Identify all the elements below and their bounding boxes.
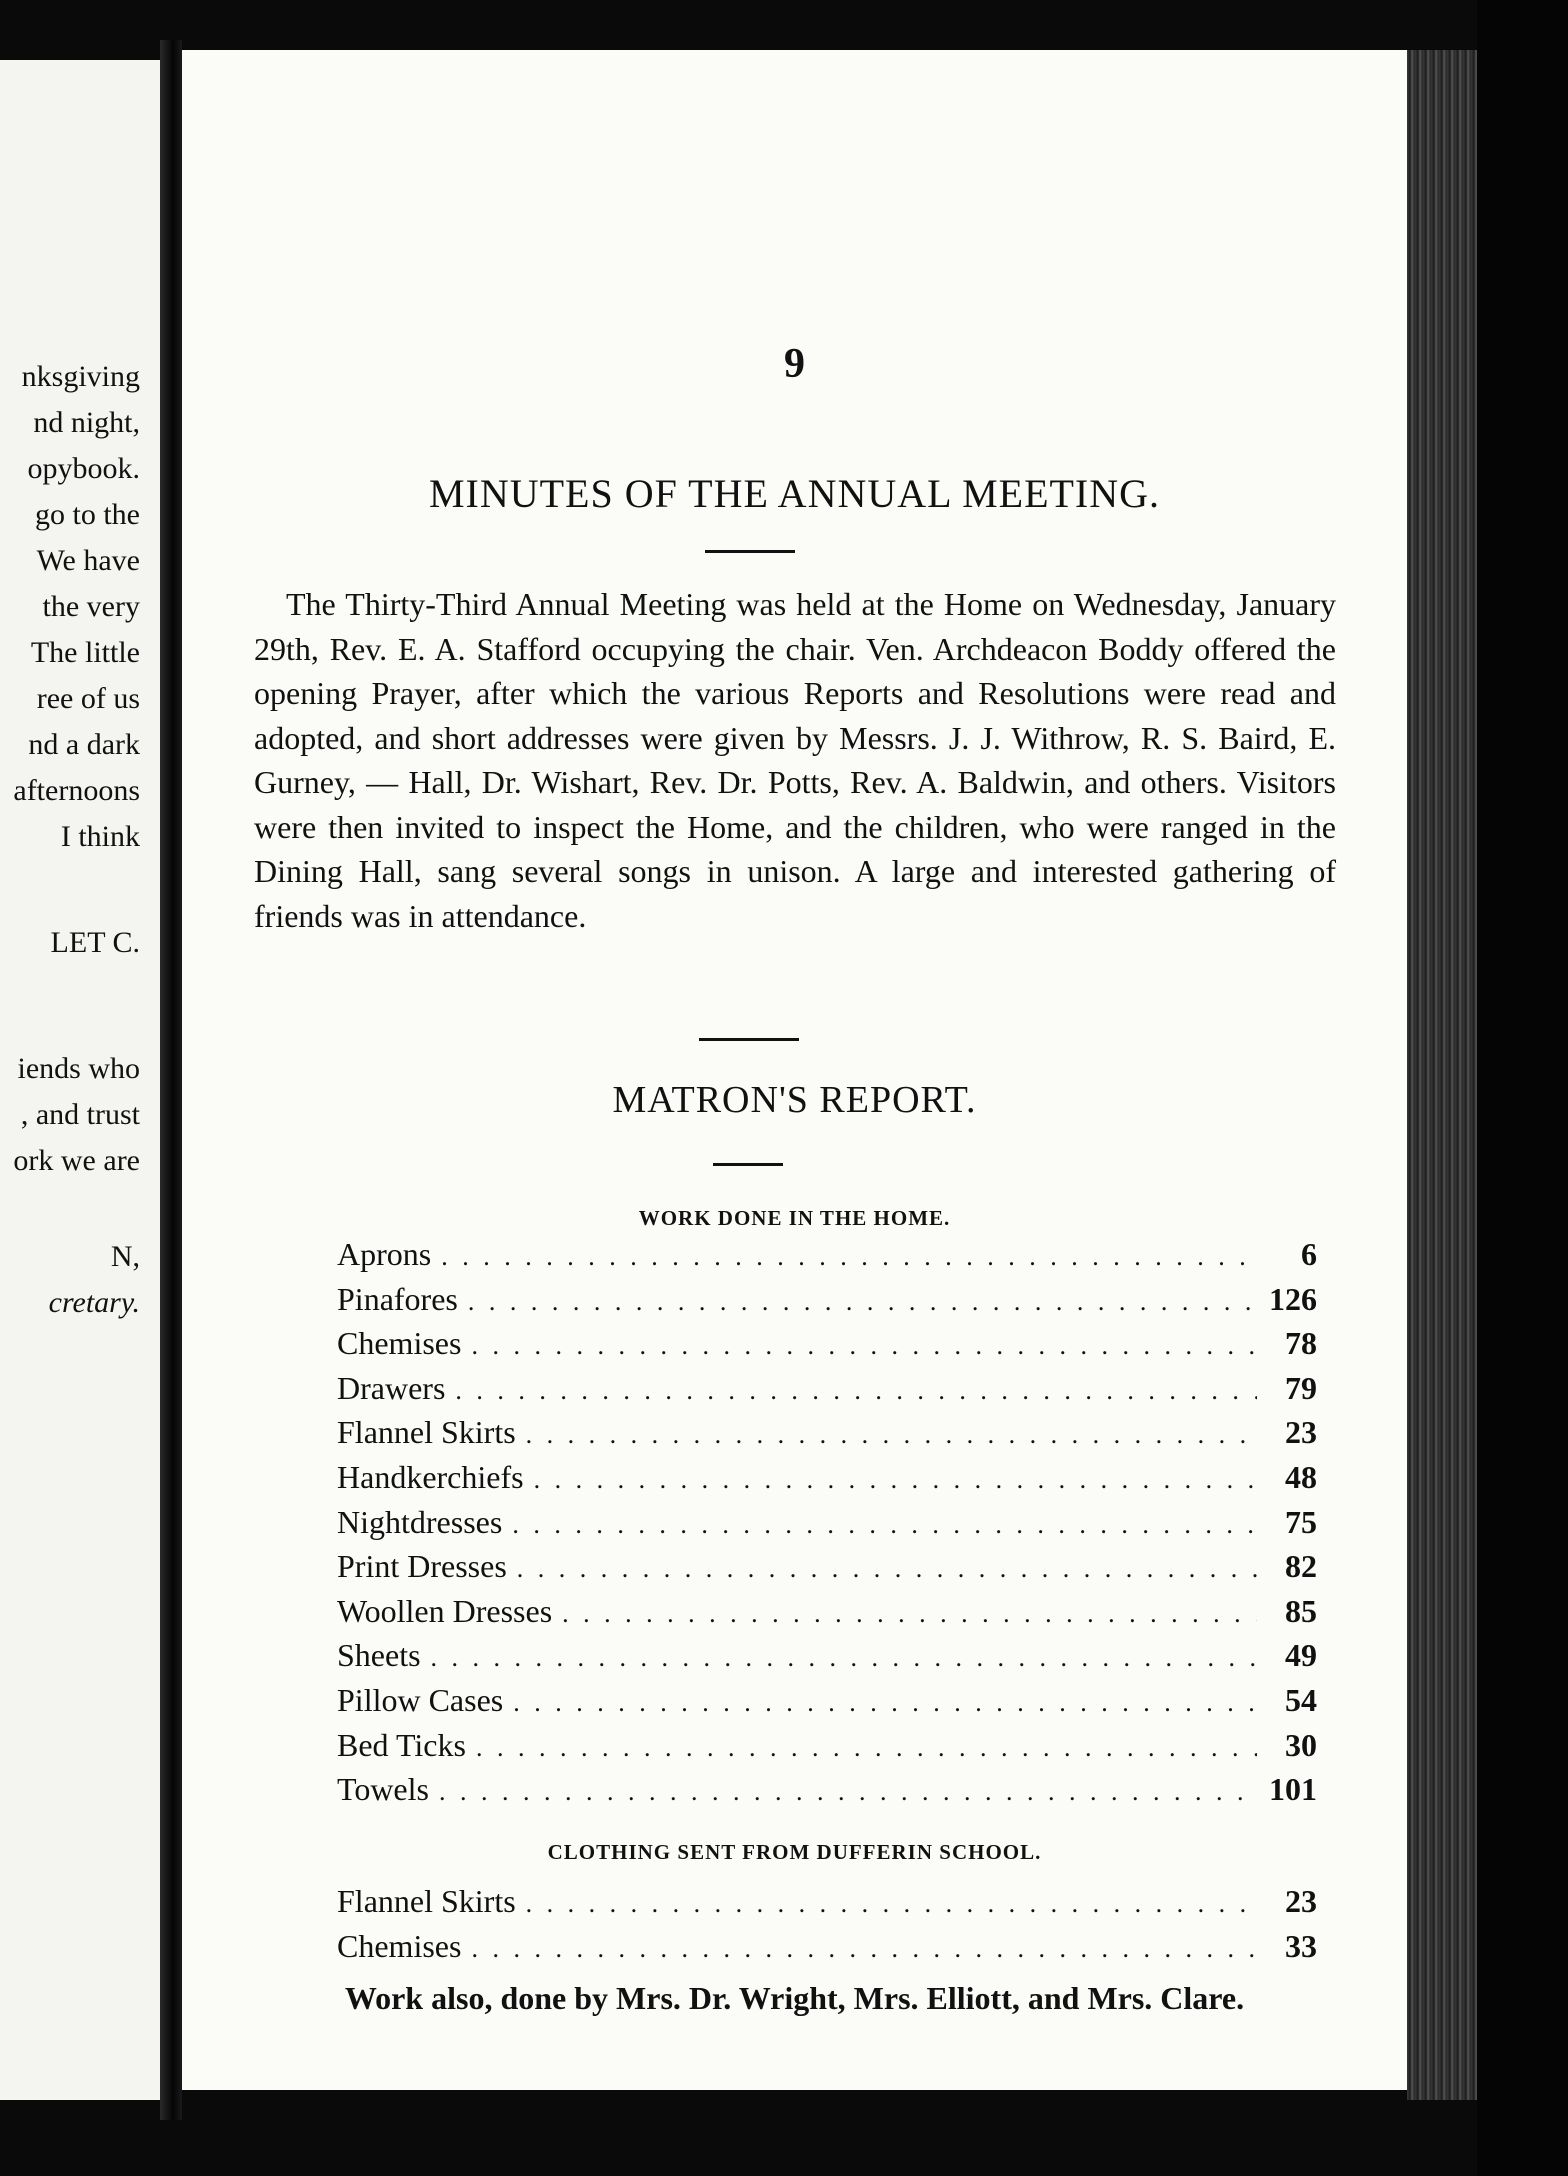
left-page-line: ree of us [36, 682, 140, 715]
list-item [337, 1370, 1317, 1415]
left-page-line: , and trust [20, 1098, 140, 1131]
left-page-line: LET C. [50, 926, 140, 959]
list-item [337, 1727, 1317, 1772]
page-number: 9 [784, 341, 805, 387]
left-page-line: iends who [17, 1052, 140, 1085]
list-item [337, 1593, 1317, 1638]
dot-leader [441, 1242, 1257, 1272]
dot-leader [534, 1465, 1257, 1495]
left-page-line: nksgiving [21, 360, 140, 393]
dot-leader [468, 1287, 1257, 1317]
list-item [337, 1682, 1317, 1727]
dot-leader [439, 1777, 1257, 1807]
dufferin-subheading: CLOTHING SENT FROM DUFFERIN SCHOOL. [547, 1840, 1042, 1864]
dot-leader [431, 1643, 1257, 1673]
left-page-line: I think [60, 820, 140, 853]
list-item [337, 1236, 1317, 1281]
item-label: Sheets [337, 1637, 421, 1674]
dot-leader [476, 1733, 1257, 1763]
dot-leader [512, 1510, 1257, 1540]
item-label: Bed Ticks [337, 1726, 466, 1763]
left-page-line: cretary. [48, 1286, 140, 1319]
work-subheading: WORK DONE IN THE HOME. [638, 1206, 951, 1230]
item-value: 23 [1285, 1414, 1317, 1451]
dot-leader [562, 1599, 1257, 1629]
divider-rule [699, 1038, 799, 1041]
item-value: 75 [1285, 1503, 1317, 1540]
item-value: 33 [1285, 1927, 1317, 1964]
left-page-line: We have [36, 544, 140, 577]
item-value: 54 [1285, 1681, 1317, 1718]
item-value: 85 [1285, 1592, 1317, 1629]
list-item [337, 1548, 1317, 1593]
item-value: 101 [1269, 1771, 1317, 1808]
item-label: Chemises [337, 1325, 462, 1362]
item-value: 23 [1285, 1883, 1317, 1919]
item-value: 79 [1285, 1369, 1317, 1406]
item-label: Woollen Dresses [337, 1592, 553, 1629]
item-value: 48 [1285, 1458, 1317, 1495]
list-item [337, 1504, 1317, 1549]
book-gutter [160, 40, 182, 2120]
dot-leader [517, 1554, 1257, 1584]
background-edge [1477, 0, 1568, 2176]
item-value: 6 [1301, 1236, 1317, 1272]
item-label: Chemises [337, 1927, 462, 1964]
item-value: 126 [1269, 1280, 1317, 1317]
left-page-line: opybook. [27, 452, 140, 485]
meeting-paragraph: The Thirty-Third Annual Meeting was held at the Home on Wednesday, January 29th, Rev. E. A. Stafford occupying the chair. Ven. Archdeacon Boddy offered the opening Prayer, after which the various Reports and Resolutions were read and adopted, and short addresses were given by Messrs. J. J. Withrow, R. S. Baird, E. Gurney, — Hall, Dr. Wishart, Rev. Dr. Potts, Rev. A. Baldwin, and others. Visitors were then invited to inspect the Home, and the children, who were ranged in the Dining Hall, sang several songs in unison. A large and interested gathering of friends was in attendance. [254, 586, 1336, 934]
item-label: Pillow Cases [337, 1681, 504, 1718]
list-item [337, 1928, 1317, 1973]
dot-leader [471, 1934, 1257, 1964]
list-item [337, 1637, 1317, 1682]
left-page-line: N, [110, 1240, 140, 1273]
dot-leader [513, 1688, 1257, 1718]
item-label: Aprons [337, 1236, 432, 1272]
dot-leader [526, 1889, 1257, 1919]
list-item [337, 1771, 1317, 1816]
dot-leader [526, 1420, 1257, 1450]
item-label: Towels [337, 1771, 429, 1808]
page-stack-edge [1407, 50, 1477, 2100]
item-label: Flannel Skirts [337, 1414, 516, 1451]
list-item [337, 1325, 1317, 1370]
left-page-line: the very [42, 590, 140, 623]
left-page-fragment [0, 60, 160, 2100]
list-item [337, 1459, 1317, 1504]
item-value: 82 [1285, 1548, 1317, 1585]
item-value: 30 [1285, 1726, 1317, 1763]
meeting-heading: MINUTES OF THE ANNUAL MEETING. [428, 471, 1161, 516]
dot-leader [471, 1331, 1257, 1361]
divider-rule [705, 550, 795, 553]
item-label: Handkerchiefs [337, 1458, 524, 1495]
item-label: Pinafores [337, 1280, 458, 1317]
list-item [337, 1414, 1317, 1459]
item-label: Drawers [337, 1369, 446, 1406]
left-page-line: ork we are [13, 1144, 140, 1177]
work-also-note: Work also, done by Mrs. Dr. Wright, Mrs. Elliott, and Mrs. Clare. [344, 1980, 1245, 2016]
dot-leader [455, 1376, 1257, 1406]
divider-rule [713, 1163, 783, 1166]
work-item-list [337, 1236, 1317, 1816]
left-page-line: nd a dark [28, 728, 140, 761]
left-page-line: The little [30, 636, 140, 669]
item-value: 78 [1285, 1325, 1317, 1362]
item-label: Nightdresses [337, 1503, 503, 1540]
book-page [182, 50, 1407, 2090]
left-page-line: afternoons [13, 774, 140, 807]
item-label: Print Dresses [337, 1548, 507, 1585]
dufferin-item-list [337, 1883, 1317, 1972]
left-page-line: go to the [35, 498, 140, 531]
item-label: Flannel Skirts [337, 1883, 516, 1919]
item-value: 49 [1285, 1637, 1317, 1674]
list-item [337, 1281, 1317, 1326]
list-item [337, 1883, 1317, 1928]
report-heading: MATRON'S REPORT. [612, 1079, 977, 1121]
left-page-line: nd night, [33, 406, 140, 439]
